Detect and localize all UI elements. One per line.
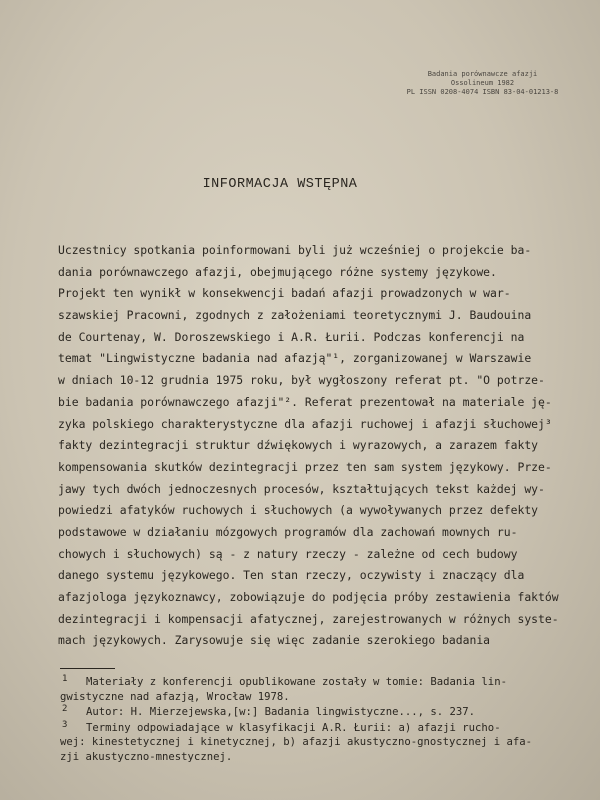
body-line: fakty dezintegracji struktur dźwiękowych i wyrazowych, a zarazem fakty (58, 438, 539, 453)
footnote-line: Autor: H. Mierzejewska,[w:] Badania lingwistyczne..., s. 237. (86, 706, 476, 718)
body-line: mach językowych. Zarysowuje się więc zadanie szerokiego badania (58, 633, 491, 648)
body-line: zyka polskiego charakterystyczne dla afazji ruchowej i afazji słuchowej³ (58, 416, 552, 431)
footnote-number: 1 (62, 674, 68, 684)
body-line: afazjologa językoznawcy, zobowiązuje do podjęcia próby zestawienia faktów (58, 590, 559, 604)
footnote-number: 3 (62, 719, 68, 730)
body-line: dania porównawczego afazji, obejmującego różne systemy językowe. (58, 264, 497, 279)
body-line: szawskiej Pracowni, zgodnych z założeniami teoretycznymi J. Baudouina (58, 308, 532, 323)
body-line: de Courtenay, W. Doroszewskiego i A.R. Łurii. Podczas konferencji na (58, 329, 525, 344)
footnote-line: zji akustyczno-mnestycznej. (60, 750, 233, 763)
body-line: Projekt ten wynikł w konsekwencji badań afazji prowadzonych w war- (58, 286, 511, 301)
body-line: powiedzi afatyków ruchowych i słuchowych (a wywoływanych przez defekty (58, 503, 539, 518)
publication-header (375, 70, 590, 97)
footnote-2 (60, 705, 580, 720)
body-line: chowych i słuchowych) są - z natury rzeczy - zależne od cech budowy (58, 546, 518, 561)
footnote-divider (60, 668, 115, 669)
footnote-line: Terminy odpowiadające w klasyfikacji A.R. Łurii: a) afazji rucho- (86, 721, 501, 734)
body-line: temat "Lingwistyczne badania nad afazją"¹, zorganizowanej w Warszawie (58, 351, 532, 366)
footnote-line: gwistyczne nad afazją, Wrocław 1978. (60, 690, 290, 703)
footnote-line: wej: kinestetycznej i kinetycznej, b) afazji akustyczno-gnostycznej i afa- (60, 736, 532, 748)
header-line-series: Badania porównawcze afazji (427, 70, 538, 78)
footnote-3 (60, 721, 580, 765)
body-line: w dniach 10-12 grudnia 1975 roku, był wygłoszony referat pt. "O potrze- (58, 373, 545, 388)
footnote-line: Materiały z konferencji opublikowane zostały w tomie: Badania lin- (86, 676, 507, 688)
footnote-1 (60, 675, 580, 704)
body-line: bie badania porównawczego afazji"². Referat prezentował na materiale ję- (58, 394, 552, 409)
page-title: INFORMACJA WSTĘPNA (202, 177, 358, 192)
body-text (58, 240, 568, 652)
body-line: Uczestnicy spotkania poinformowani byli już wcześniej o projekcie ba- (58, 243, 532, 257)
body-line: danego systemu językowego. Ten stan rzeczy, oczywisty i znaczący dla (58, 568, 525, 583)
footnote-number: 2 (62, 704, 68, 714)
header-line-publisher: Ossolineum 1982 (450, 79, 515, 87)
body-line: kompensowania skutków dezintegracji przez ten sam system językowy. Prze- (58, 459, 552, 474)
body-line: podstawowe w działaniu mózgowych programów dla zachowań mownych ru- (58, 524, 518, 539)
body-line: jawy tych dwóch jednoczesnych procesów, kształtujących tekst każdej wy- (58, 481, 545, 496)
header-line-isbn: PL ISSN 0208-4074 ISBN 83-04-01213-8 (406, 88, 559, 96)
footnotes (60, 675, 580, 765)
body-line: dezintegracji i kompensacji afatycznej, zarejestrowanych w różnych syste- (58, 611, 559, 626)
